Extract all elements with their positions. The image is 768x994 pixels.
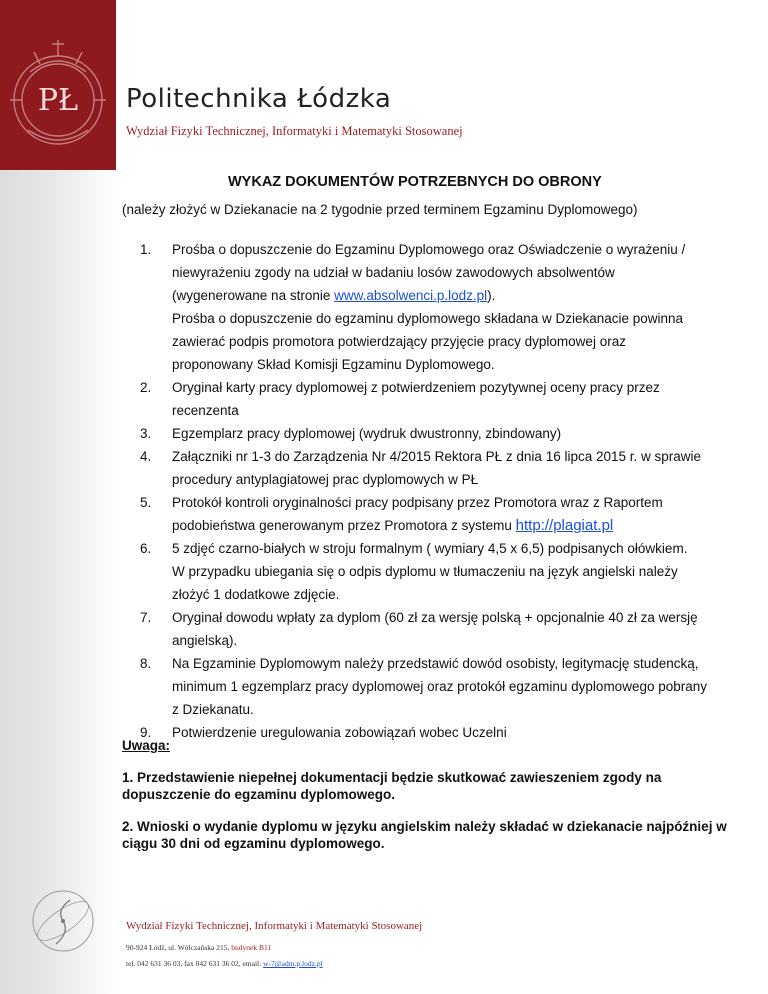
list-item: 8. Na Egzaminie Dyplomowym należy przedstawić dowód osobisty, legitymację studencką, minimum 1 egzemplarz pracy dyplomowej oraz protokół egzaminu dyplomowego pobrany z Dziekanatu. — [140, 656, 708, 717]
university-name: Politechnika Łódzka — [126, 84, 392, 114]
footer-faculty: Wydział Fizyki Technicznej, Informatyki i Matematyki Stosowanej — [126, 920, 423, 932]
footer-contact: tel. 042 631 36 03, fax 042 631 36 02, email: w-7@adm.p.lodz.pl — [126, 959, 323, 968]
document-title: WYKAZ DOKUMENTÓW POTRZEBNYCH DO OBRONY — [228, 174, 602, 190]
list-item: 4. Załączniki nr 1-3 do Zarządzenia Nr 4/2015 Rektora PŁ z dnia 16 lipca 2015 r. w sprawie procedury antyplagiatowej prac dyplomowych w PŁ — [140, 449, 702, 487]
left-gray-strip — [0, 170, 116, 994]
footer-address: 90-924 Łódź, ul. Wólczańska 215, budynek B11 — [126, 943, 272, 952]
note-2: 2. Wnioski o wydanie dyplomu w języku angielskim należy składać w dziekanacie najpóźniej w ciągu 30 dni od egzaminu dyplomowego. — [122, 819, 727, 851]
list-item: 5. Protokół kontroli oryginalności pracy podpisany przez Promotora wraz z Raportem podobieństwa generowanym przez Promotora z systemu http://plagiat.pl — [140, 495, 663, 534]
documents-list — [140, 238, 740, 744]
list-item: 1. Prośba o dopuszczenie do Egzaminu Dyplomowego oraz Oświadczenie o wyrażeniu / niewyrażeniu zgody na udział w badaniu losów zawodowych absolwentów (wygenerowane na stronie www.absolwenci.p.lodz.pl). Prośba o dopuszczenie do egzaminu dyplomowego składana w Dziekanacie powinna zawierać podpis promotora potwierdzający przyjęcie pracy dyplomowej oraz proponowany Skład Komisji Egzaminu Dyplomowego. — [140, 242, 686, 372]
university-logo — [0, 0, 116, 170]
faculty-name: Wydział Fizyki Technicznej, Informatyki i Matematyki Stosowanej — [126, 124, 463, 138]
document-subtitle: (należy złożyć w Dziekanacie na 2 tygodnie przed terminem Egzaminu Dyplomowego) — [122, 202, 638, 217]
list-item: 6. 5 zdjęć czarno-białych w stroju formalnym ( wymiary 4,5 x 6,5) podpisanych ołówkiem. W przypadku ubiegania się o odpis dyplomu w tłumaczeniu na język angielski należy złożyć 1 dodatkowe zdjęcie. — [140, 541, 688, 602]
logo-letters: PŁ — [37, 83, 79, 118]
list-item: 7. Oryginał dowodu wpłaty za dyplom (60 zł za wersję polską + opcjonalnie 40 zł za wersję angielską). — [140, 610, 698, 648]
footer-email-link[interactable]: w-7@adm.p.lodz.pl — [263, 959, 323, 968]
note-1: 1. Przedstawienie niepełnej dokumentacji będzie skutkować zawieszeniem zgody na dopuszczenie do egzaminu dyplomowego. — [122, 770, 662, 802]
logo-emblem-icon — [0, 0, 116, 170]
absolwenci-link[interactable]: www.absolwenci.p.lodz.pl — [334, 288, 488, 303]
list-item: 2. Oryginał karty pracy dyplomowej z potwierdzeniem pozytywnej oceny pracy przez recenzenta — [140, 380, 660, 418]
list-item: 3. Egzemplarz pracy dyplomowej (wydruk dwustronny, zbindowany) — [140, 426, 562, 441]
list-item: 9. Potwierdzenie uregulowania zobowiązań wobec Uczelni — [140, 725, 507, 740]
note-heading: Uwaga: — [122, 738, 171, 753]
faculty-seal-icon — [30, 888, 96, 959]
plagiat-link[interactable]: http://plagiat.pl — [515, 517, 614, 534]
